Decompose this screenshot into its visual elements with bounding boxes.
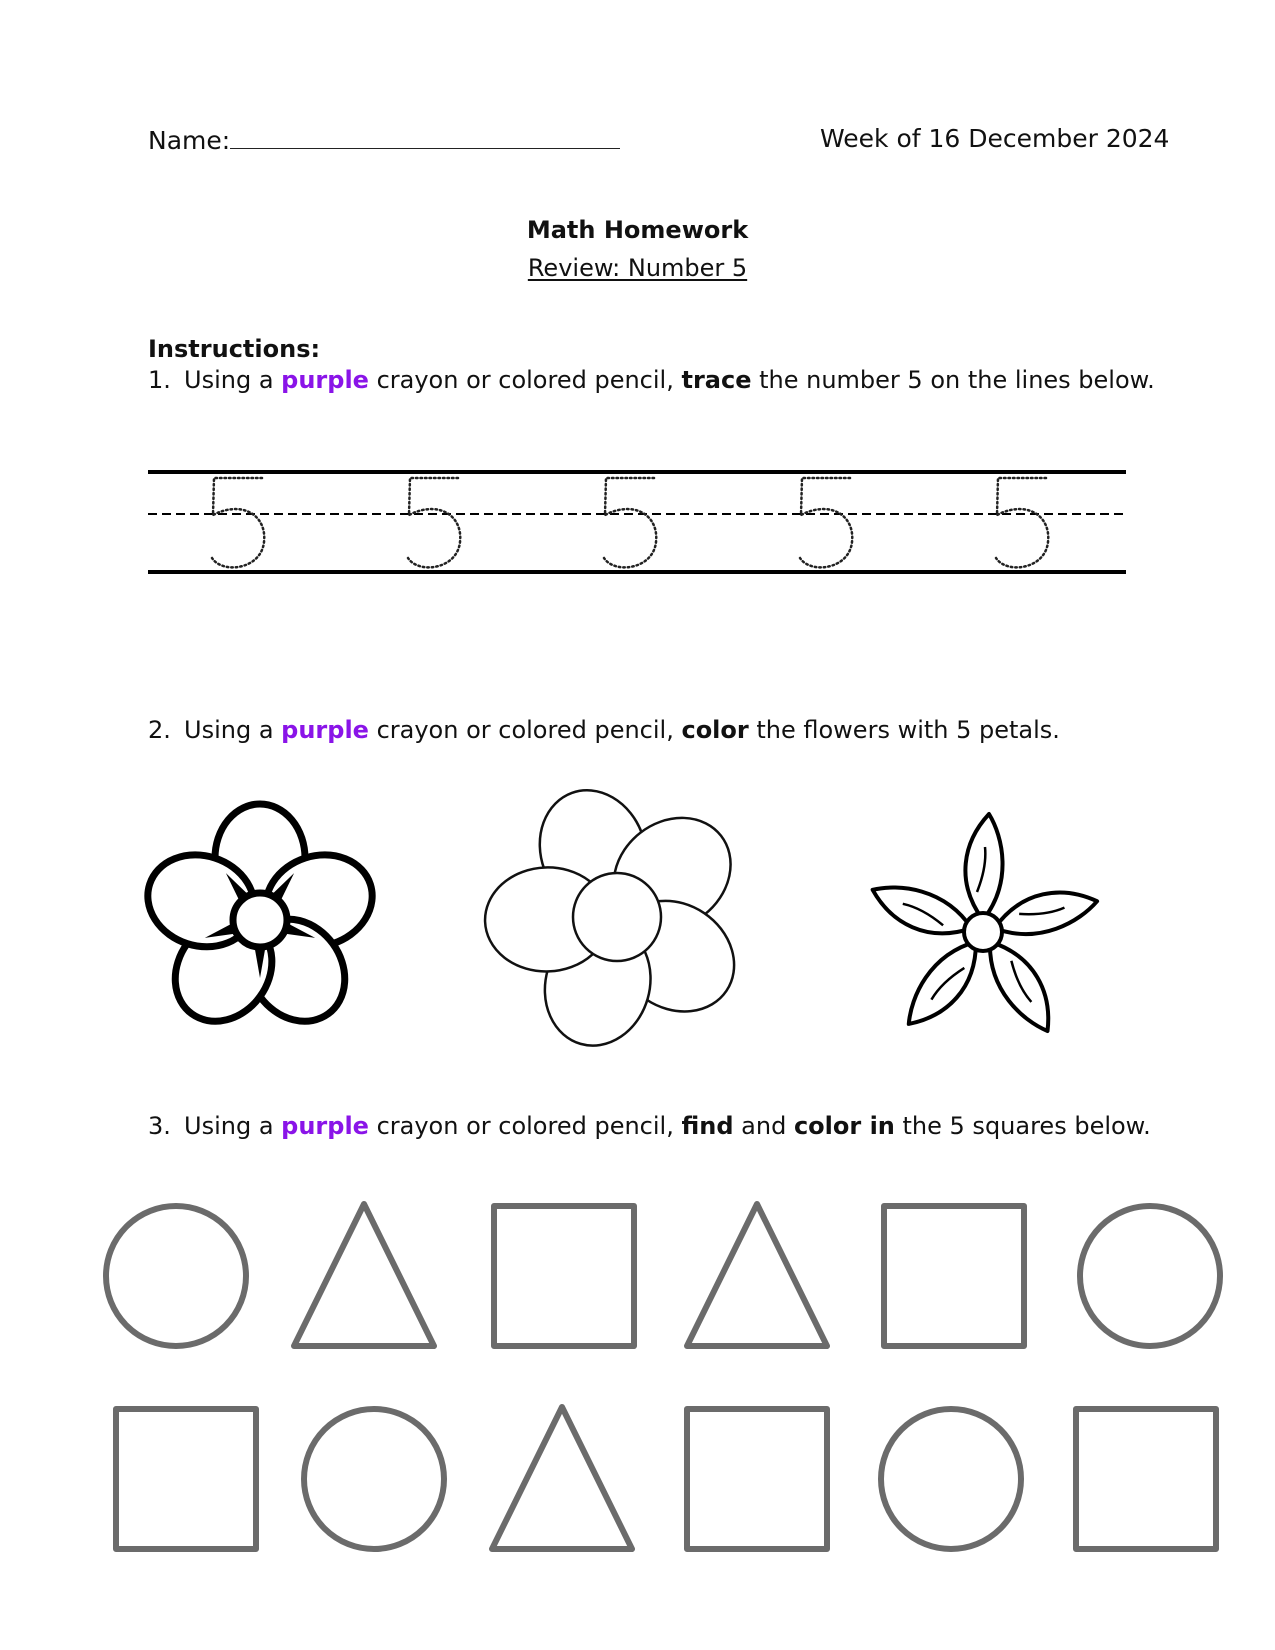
step-text: the number 5 on the lines below. <box>751 366 1155 394</box>
step-text: crayon or colored pencil, <box>368 366 682 394</box>
tracing-area[interactable] <box>148 472 1126 572</box>
flower-large-petals[interactable] <box>483 775 755 1058</box>
trace-digit-5[interactable] <box>604 478 656 567</box>
step-text: the 5 squares below. <box>894 1112 1151 1140</box>
square-shape[interactable] <box>494 1206 634 1346</box>
action-word: color <box>681 716 749 744</box>
step-text: crayon or colored pencil, <box>368 716 682 744</box>
step-number: 2. <box>148 716 171 744</box>
step-text: crayon or colored pencil, <box>368 1112 682 1140</box>
action-word: find <box>681 1112 734 1140</box>
triangle-shape[interactable] <box>687 1204 827 1346</box>
trace-digit-5[interactable] <box>408 478 460 567</box>
square-shape[interactable] <box>687 1409 827 1549</box>
square-shape[interactable] <box>884 1206 1024 1346</box>
flower-1-center <box>233 893 287 947</box>
action-word: trace <box>681 366 752 394</box>
step-text: Using a <box>184 1112 282 1140</box>
circle-shape[interactable] <box>1080 1206 1220 1346</box>
square-shape[interactable] <box>1076 1409 1216 1549</box>
trace-digit-5[interactable] <box>212 478 264 567</box>
triangle-shape[interactable] <box>294 1204 434 1346</box>
circle-shape[interactable] <box>106 1206 246 1346</box>
color-word: purple <box>281 716 369 744</box>
page-title: Math Homework <box>526 216 749 244</box>
color-word: purple <box>281 1112 369 1140</box>
flower-3-center <box>964 913 1002 951</box>
color-word: purple <box>281 366 369 394</box>
trace-digit-5[interactable] <box>800 478 852 567</box>
circle-shape[interactable] <box>881 1409 1021 1549</box>
flower-2-center <box>573 873 661 961</box>
step-number: 1. <box>148 366 171 394</box>
step-number: 3. <box>148 1112 171 1140</box>
step-text: the flowers with 5 petals. <box>748 716 1060 744</box>
name-label: Name: <box>148 126 231 155</box>
step-text: Using a <box>184 366 282 394</box>
action-word: color in <box>793 1112 895 1140</box>
square-shape[interactable] <box>116 1409 256 1549</box>
subtitle-text: Review: Number 5 <box>527 254 748 282</box>
flower-rounded-petals[interactable] <box>136 804 384 1040</box>
trace-digit-5[interactable] <box>996 478 1048 567</box>
shapes-grid <box>106 1204 1220 1549</box>
instructions-heading: Instructions: <box>148 335 321 363</box>
circle-shape[interactable] <box>304 1409 444 1549</box>
week-label: Week of 16 December 2024 <box>820 124 1170 153</box>
step-text: and <box>733 1112 794 1140</box>
flower-pointed-petals[interactable] <box>865 814 1101 1039</box>
trace-digits[interactable] <box>212 478 1048 567</box>
step-text: Using a <box>184 716 282 744</box>
triangle-shape[interactable] <box>492 1407 632 1549</box>
